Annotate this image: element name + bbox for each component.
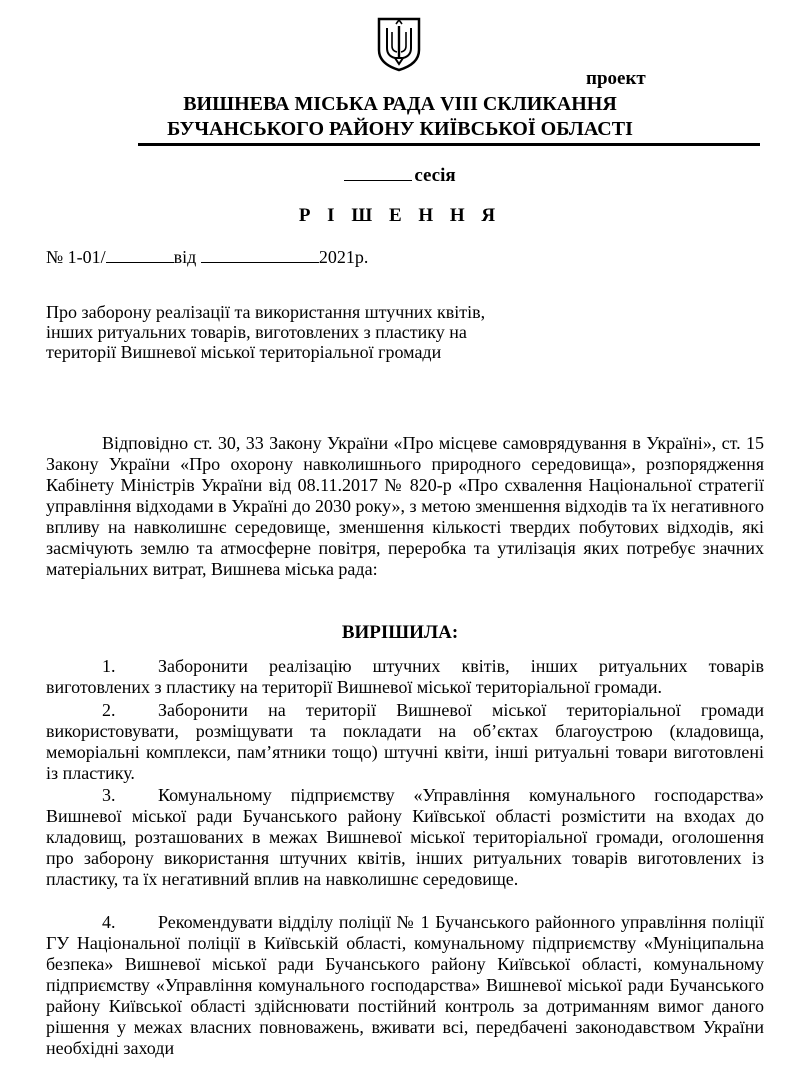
decision-number-blank	[106, 248, 174, 263]
preamble-paragraph: Відповідно ст. 30, 33 Закону України «Про місцеве самоврядування в Україні», ст. 15 Закону України «Про охорону навколишнього природного середовища», розпорядження Кабінету Міністрів України від 08.11.2017 № 820-р «Про схвалення Національної стратегії управління відходами в Україні до 2030 року», з метою зменшення відходів та їх негативного впливу на навколишнє середовище, зменшення кількості твердих побутових відходів, які засмічують землю та атмосферне повітря, переробка та утилізація яких потребує значних матеріальних витрат, Вишнева міська рада:	[46, 433, 764, 579]
session-line	[0, 164, 800, 187]
resolution-item-4	[46, 912, 764, 1059]
header-divider	[138, 143, 760, 146]
resolution-item-3	[46, 785, 764, 890]
draft-label: проект	[586, 68, 646, 89]
decision-date-prefix: від	[173, 247, 197, 267]
decision-year: 2021р.	[318, 247, 369, 267]
item-text: Рекомендувати відділу поліції № 1 Бучанського районного управління поліції ГУ Національної поліції в Київській області, комунальному підприємству «Муніципальна безпека» Вишневої міської ради Бучанського району Київської області, комунальному підприємству «Управління комунального господарства» Вишневої міської ради Бучанського району Київської області здійснювати постійний контроль за дотриманням вимог даного рішення у межах власних повноважень, вживати всі, передбачені законодавством України необхідні заходи	[46, 912, 764, 1058]
item-number: 3.	[102, 785, 116, 805]
council-name-line1: ВИШНЕВА МІСЬКА РАДА VIII СКЛИКАННЯ	[183, 93, 617, 115]
decision-title: Р І Ш Е Н Н Я	[298, 205, 502, 226]
session-number-blank	[344, 164, 412, 181]
resolution-item-1	[46, 656, 764, 698]
council-name-line2: БУЧАНСЬКОГО РАЙОНУ КИЇВСЬКОЇ ОБЛАСТІ	[167, 118, 633, 140]
item-number: 4.	[102, 912, 116, 932]
decision-number-prefix: № 1-01/	[46, 247, 106, 267]
coat-of-arms-icon	[376, 16, 422, 72]
decision-number-line	[46, 247, 368, 268]
resolved-heading: ВИРІШИЛА:	[341, 622, 459, 643]
item-number: 2.	[102, 700, 116, 720]
decision-date-blank	[201, 248, 319, 263]
item-number: 1.	[102, 656, 116, 676]
item-text: Заборонити на території Вишневої міської територіальної громади використовувати, розміщувати та покладати на об’єктах благоустрою (кладовища, меморіальні комплекси, пам’ятники тощо) штучні квіти, інші ритуальні товари виготовлені із пластику.	[46, 700, 764, 783]
session-label: сесія	[414, 165, 456, 186]
decision-subject: Про заборону реалізації та використання штучних квітів, інших ритуальних товарів, виготовлених з пластику на території Вишневої міської територіальної громади	[46, 302, 486, 362]
item-text: Заборонити реалізацію штучних квітів, інших ритуальних товарів виготовлених з пластику на території Вишневої міської територіальної громади.	[46, 656, 764, 697]
resolution-item-2	[46, 700, 764, 784]
item-text: Комунальному підприємству «Управління комунального господарства» Вишневої міської ради Бучанського району Київської області розмістити на входах до кладовищ, розташованих в межах Вишневої міської територіальної громади, оголошення про заборону використання штучних квітів, інших ритуальних товарів виготовлених із пластику, та їх негативний вплив на навколишнє середовище.	[46, 785, 764, 889]
council-name	[0, 92, 800, 142]
